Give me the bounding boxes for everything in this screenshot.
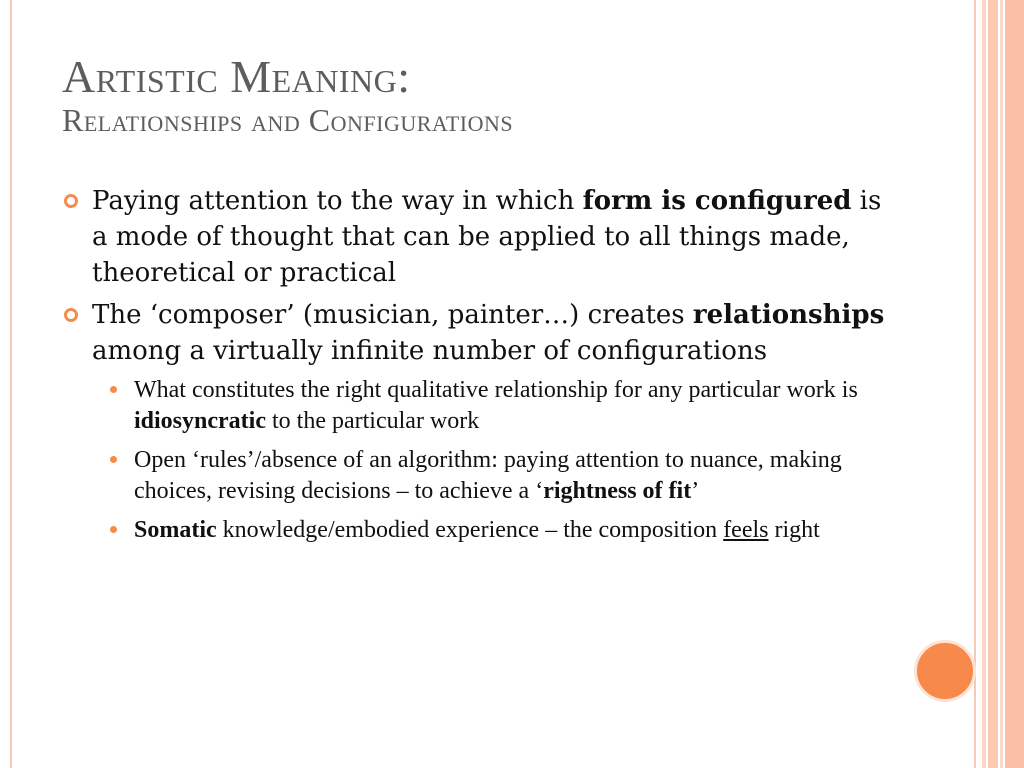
title-subtitle: Relationships and Configurations [62,102,514,138]
sub-bullet-text: What constitutes the right qualitative relationship for any particular work is idiosyncratic to the particular work [134,377,858,434]
hollow-circle-bullet-icon [64,308,78,322]
sub-bullet-list [104,375,892,546]
decorative-stripe [988,0,998,768]
slide-content [62,183,892,554]
slide-title [62,52,513,138]
sub-bullet-item [104,515,892,546]
decorative-stripe [1000,0,1003,768]
hollow-circle-bullet-icon [64,194,78,208]
sub-bullet-text: Somatic knowledge/embodied experience – the composition feels right [134,517,820,543]
decorative-stripe [982,0,986,768]
bullet-item [62,297,892,369]
title-main: Artistic Meaning: [62,51,411,102]
dot-bullet-icon [110,526,117,533]
dot-bullet-icon [110,386,117,393]
bullet-text: Paying attention to the way in which form is configured is a mode of thought that can be applied to all things made, theoretical or practical [92,186,882,288]
bullet-item [62,183,892,291]
dot-bullet-icon [110,456,117,463]
sub-bullet-text: Open ‘rules’/absence of an algorithm: paying attention to nuance, making choices, revising decisions – to achieve a ‘rightness of fit’ [134,447,842,504]
sub-bullet-item [104,375,892,437]
decorative-stripe [1005,0,1024,768]
sub-bullet-item [104,445,892,507]
orange-circle-icon [914,640,976,702]
bullet-text: The ‘composer’ (musician, painter…) creates relationships among a virtually infinite number of configurations [92,300,885,366]
